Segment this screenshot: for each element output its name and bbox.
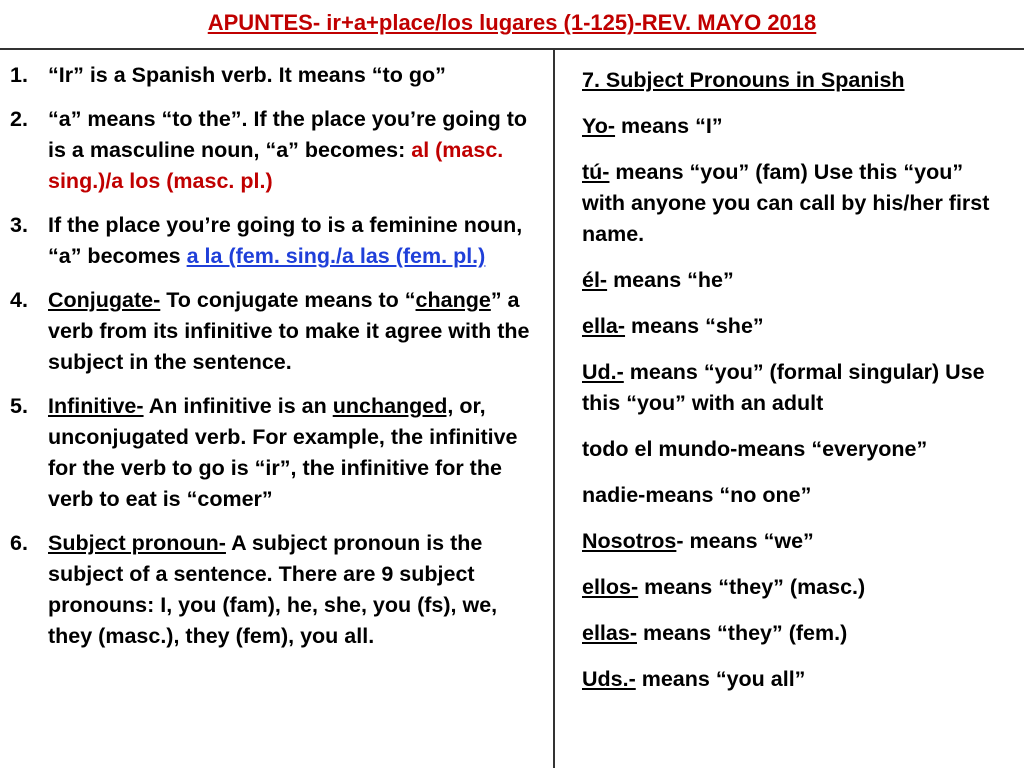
pronoun-meaning: nadie-means “no one”: [582, 483, 812, 507]
pronoun-meaning: means “he”: [607, 268, 734, 292]
pronoun-meaning: todo el mundo-means “everyone”: [582, 437, 928, 461]
item-text-body: An infinitive is an: [143, 394, 333, 418]
term: Conjugate-: [48, 288, 161, 312]
item-text-body: If the place you’re going to is a feminine noun, “a” becomes: [48, 213, 523, 268]
pronoun-entry: [582, 357, 1002, 419]
item-number: 5.: [10, 394, 28, 418]
pronoun-term: ellas-: [582, 621, 637, 645]
item-text-body-2: or, unconjugated verb. For example, the infinitive for the verb to go is “ir”, the infinitive for the verb to eat is “comer”: [48, 394, 518, 511]
pronoun-term: Uds.-: [582, 667, 636, 691]
item-number: 2.: [10, 107, 28, 131]
item-number: 4.: [10, 288, 28, 312]
pronoun-term: ellos-: [582, 575, 639, 599]
item-text: [48, 210, 540, 272]
pronoun-term: ella-: [582, 314, 626, 338]
pronoun-entry: [582, 526, 1002, 557]
term: Infinitive-: [48, 394, 144, 418]
item-number: 3.: [10, 213, 28, 237]
pronoun-entry: [582, 111, 1002, 142]
pronoun-entry: [582, 572, 1002, 603]
pronoun-meaning: means “they” (fem.): [636, 621, 848, 645]
item-text: [48, 285, 540, 378]
pronoun-entry: [582, 480, 1002, 511]
item-number: 1.: [10, 63, 28, 87]
pronoun-meaning: means “you” (formal singular) Use this “you” with an adult: [582, 360, 985, 415]
list-item: [10, 210, 540, 272]
masculine-forms: al (masc. sing.)/a los (masc. pl.): [48, 138, 504, 193]
pronoun-term: tú-: [582, 160, 610, 184]
pronoun-term: Ud.-: [582, 360, 624, 384]
term: Subject pronoun-: [48, 531, 226, 555]
pronoun-entry: [582, 311, 1002, 342]
list-item: [10, 104, 540, 197]
item-text-body-2: ” a verb from its infinitive to make it agree with the subject in the sentence.: [48, 288, 530, 374]
pronoun-meaning: means “you” (fam) Use this “you” with anyone you can call by his/her first name.: [582, 160, 990, 246]
item-number: 6.: [10, 531, 28, 555]
pronoun-meaning: means “they” (masc.): [638, 575, 866, 599]
pronoun-term: Nosotros: [582, 529, 677, 553]
pronoun-meaning: means “you all”: [635, 667, 806, 691]
pronoun-entry: [582, 664, 1002, 695]
item-text: [48, 391, 540, 515]
term-inline: unchanged,: [332, 394, 454, 418]
term-inline: change: [415, 288, 491, 312]
right-column: [582, 65, 1002, 710]
item-text-body: A subject pronoun is the subject of a sentence. There are 9 subject pronouns: I, you (fam), he, she, you (fs), we, they (masc.), they (fem), you all.: [48, 531, 498, 648]
left-column: [10, 60, 540, 665]
header-divider: [0, 48, 1024, 50]
pronoun-entry: [582, 157, 1002, 250]
list-item: [10, 391, 540, 515]
list-item: [10, 285, 540, 378]
list-item: [10, 528, 540, 652]
pronoun-entry: [582, 265, 1002, 296]
item-text: “Ir” is a Spanish verb. It means “to go”: [48, 63, 446, 87]
pronoun-meaning: means “she”: [625, 314, 764, 338]
item-text: [48, 528, 540, 652]
pronoun-meaning: means “I”: [615, 114, 723, 138]
item-text: [48, 104, 540, 197]
item-text-body: To conjugate means to “: [160, 288, 416, 312]
pronoun-term: él-: [582, 268, 608, 292]
list-item: [10, 60, 540, 91]
section-heading: 7. Subject Pronouns in Spanish: [582, 68, 905, 92]
pronoun-entry: [582, 434, 1002, 465]
item-text-body: “a” means “to the”. If the place you’re going to is a masculine noun, “a” becomes:: [48, 107, 528, 162]
page-title: APUNTES- ir+a+place/los lugares (1-125)-REV. MAYO 2018: [207, 10, 817, 35]
column-divider: [553, 48, 555, 768]
pronoun-entry: [582, 618, 1002, 649]
feminine-forms-link[interactable]: a la (fem. sing./a las (fem. pl.): [186, 244, 486, 268]
pronoun-term: Yo-: [582, 114, 616, 138]
pronoun-meaning: - means “we”: [676, 529, 814, 553]
